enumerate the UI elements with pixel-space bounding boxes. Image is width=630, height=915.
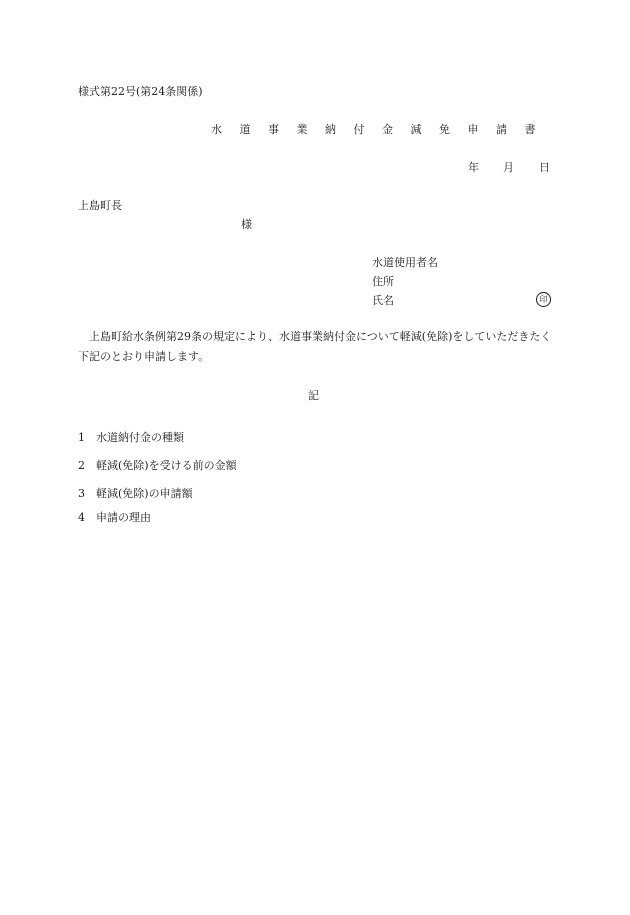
item-number: 3 bbox=[78, 487, 85, 500]
seal-mark: 印 bbox=[536, 292, 551, 307]
item-text: 申請の理由 bbox=[96, 511, 151, 524]
item-text: 軽減(免除)を受ける前の金額 bbox=[96, 459, 237, 472]
list-item bbox=[78, 511, 151, 525]
form-number: 様式第22号(第24条関係) bbox=[78, 85, 203, 98]
item-text: 軽減(免除)の申請額 bbox=[96, 487, 193, 500]
water-user-name-label: 水道使用者名 bbox=[372, 256, 438, 269]
item-text: 水道納付金の種類 bbox=[96, 431, 184, 444]
list-item bbox=[78, 459, 237, 473]
item-number: 2 bbox=[78, 459, 85, 472]
item-number: 1 bbox=[78, 431, 85, 444]
date-month-label: 月 bbox=[503, 161, 514, 174]
item-number: 4 bbox=[78, 511, 85, 524]
request-body-text: 上島町給水条例第29条の規定により、水道事業納付金について軽減(免除)をしていただきたく下記のとおり申請します。 bbox=[78, 330, 552, 363]
addressee: 上島町長 bbox=[78, 199, 122, 212]
date-year-label: 年 bbox=[468, 161, 479, 174]
list-item bbox=[78, 487, 193, 501]
list-item bbox=[78, 431, 184, 445]
address-label: 住所 bbox=[372, 275, 394, 288]
ki-heading: 記 bbox=[308, 389, 319, 402]
document-title: 水 道 事 業 納 付 金 減 免 申 請 書 bbox=[211, 123, 543, 136]
name-label: 氏名 bbox=[372, 294, 394, 307]
honorific: 様 bbox=[241, 218, 252, 231]
date-day-label: 日 bbox=[539, 161, 550, 174]
